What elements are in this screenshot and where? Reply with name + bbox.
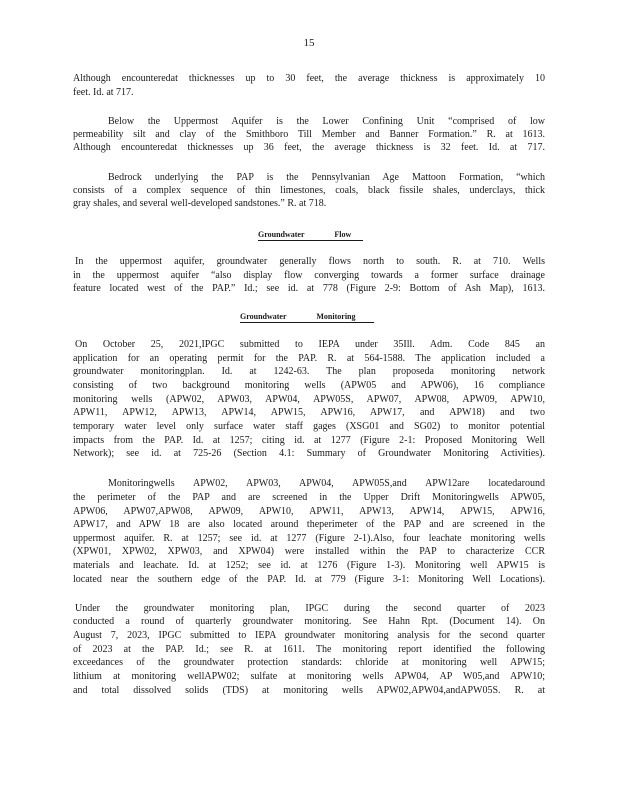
paragraph-line: On October 25, 2021,IPGC submitted to IEPA under 35Ill. Adm. Code 845 an [75,339,545,350]
paragraph-line: in the uppermost aquifer “also display flow converging towards a former surface drainage [73,270,545,281]
paragraph-line: APW06, APW07,APW08, APW09, APW10, APW11, APW13, APW14, APW15, APW16, [73,506,545,517]
paragraph-line: feet. Id. at 717. [73,87,134,98]
paragraph-line: uppermost aquifer. R. at 1257; see id. at 1277 (Figure 2-1).Also, four leachate monitoring wells [73,533,545,544]
paragraph-line: Network); see id. at 725-26 (Section 4.1: Summary of Groundwater Monitoring Activities). [73,448,545,459]
paragraph-line: Although encounteredat thicknesses up to 30 feet, the average thickness is approximately 10 [73,73,545,84]
paragraph-line: consisting of two background monitoring wells (APW05 and APW06), 16 compliance [73,380,545,391]
paragraph-line: Below the Uppermost Aquifer is the Lower Confining Unit “comprised of low [108,116,545,127]
paragraph-line: APW11, APW12, APW13, APW14, APW15, APW16, APW17, and APW18) and two [73,407,545,418]
section-heading-groundwater-flow: Groundwater Flow [258,230,363,241]
paragraph-line: application for an operating permit for the PAP. R. at 564-1588. The application included a [73,353,545,364]
paragraph-line: feature located west of the PAP.” Id.; see id. at 778 (Figure 2-9: Bottom of Ash Map), 1613. [73,283,545,294]
paragraph-line: exceedances of the groundwater protection standards: chloride at monitoring well APW15; [73,657,545,668]
paragraph-line: the perimeter of the PAP and are screened in the Upper Drift Monitoringwells APW05, [73,492,545,503]
paragraph-line: Monitoringwells APW02, APW03, APW04, APW05S,and APW12are locatedaround [108,478,545,489]
paragraph-line: Under the groundwater monitoring plan, IPGC during the second quarter of 2023 [75,603,545,614]
paragraph-line: APW17, and APW 18 are also located around theperimeter of the PAP and are screened in the [73,519,545,530]
paragraph-line: In the uppermost aquifer, groundwater generally flows north to south. R. at 710. Wells [75,256,545,267]
paragraph-line: August 7, 2023, IPGC submitted to IEPA groundwater monitoring analysis for the second quarter [73,630,545,641]
paragraph-line: impacts from the PAP. Id. at 1257; citing id. at 1277 (Figure 2-1: Proposed Monitoring Well [73,435,545,446]
paragraph-line: Bedrock underlying the PAP is the Pennsylvanian Age Mattoon Formation, “which [108,172,545,183]
paragraph-line: gray shales, and several well-developed sandstones.” R. at 718. [73,198,327,209]
paragraph-line: monitoring wells (APW02, APW03, APW04, APW05S, APW07, APW08, APW09, APW10, [73,394,545,405]
paragraph-line: temporary water level only surface water staff gages (XSG01 and SG02) to monitor potential [73,421,545,432]
paragraph-line: lithium at monitoring wellAPW02; sulfate at monitoring wells APW04, AP W05,and APW10; [73,671,545,682]
paragraph-line: located near the southern edge of the PAP. Id. at 779 (Figure 3-1: Monitoring Well Locations). [73,574,545,585]
paragraph-line: materials and leachate. Id. at 1252; see id. at 1276 (Figure 1-3). Monitoring well APW15 is [73,560,545,571]
paragraph-line: of 2023 at the PAP. Id.; see R. at 1611. The monitoring report identified the following [73,644,545,655]
paragraph-line: Although encounteredat thicknesses up 36 feet, the average thickness is 32 feet. Id. at 717. [73,142,545,153]
page-number: 15 [303,37,315,49]
paragraph-line: and total dissolved solids (TDS) at monitoring wells APW02,APW04,andAPW05S. R. at [73,685,545,696]
paragraph-line: permeability silt and clay of the Smithboro Till Member and Banner Formation.” R. at 1613. [73,129,545,140]
section-heading-groundwater-monitoring: Groundwater Monitoring [240,312,374,323]
paragraph-line: groundwater monitoringplan. Id. at 1242-63. The plan proposeda monitoring network [73,366,545,377]
paragraph-line: (XPW01, XPW02, XPW03, and XPW04) were installed within the PAP to characterize CCR [73,546,545,557]
paragraph-line: consists of a complex sequence of thin limestones, coals, black fissile shales, underclays, thick [73,185,545,196]
paragraph-line: conducted a round of quarterly groundwater monitoring. See Hahn Rpt. (Document 14). On [73,616,545,627]
